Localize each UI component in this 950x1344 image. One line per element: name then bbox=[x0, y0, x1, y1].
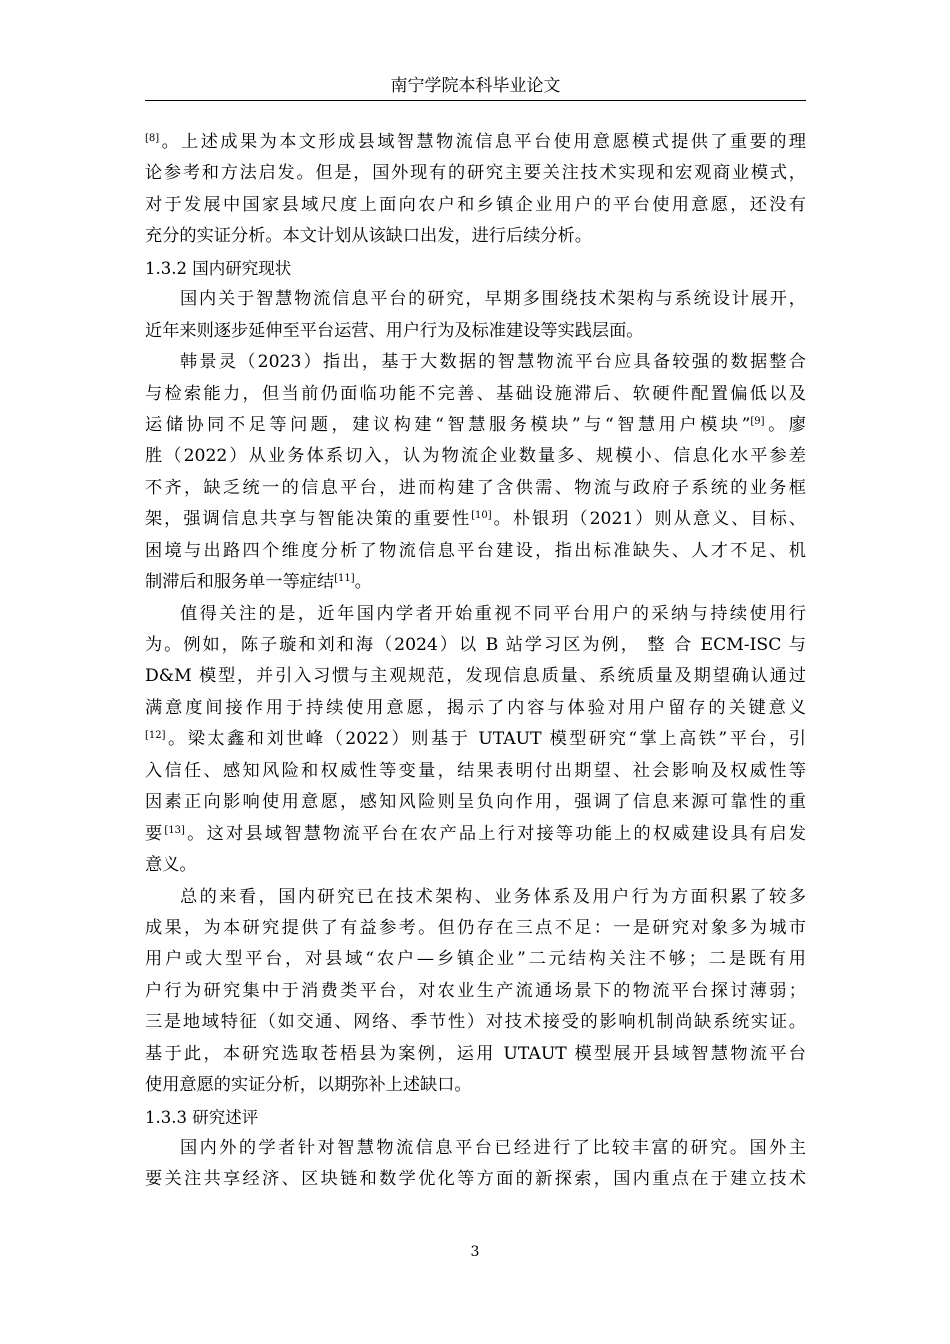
line-text: 论参考和方法启发。但是，国外现有的研究主要关注技术实现和宏观商业模式， bbox=[145, 163, 806, 184]
text-line bbox=[145, 410, 806, 441]
text-line bbox=[145, 1133, 806, 1164]
line-text: 。朴银玥（2021）则从意义、目标、 bbox=[491, 509, 806, 530]
text-line bbox=[145, 190, 806, 221]
text-line bbox=[145, 819, 806, 850]
line-text: 不齐，缺乏统一的信息平台，进而构建了含供需、物流与政府子系统的业务框 bbox=[145, 477, 806, 498]
citation-ref: [9] bbox=[750, 415, 765, 427]
line-text: 使用意愿的实证分析，以期弥补上述缺口。 bbox=[145, 1075, 472, 1096]
text-line bbox=[145, 284, 806, 315]
text-line bbox=[145, 630, 806, 661]
line-text: D&M 模型，并引入习惯与主观规范，发现信息质量、系统质量及期望确认通过 bbox=[145, 666, 806, 687]
text-line bbox=[145, 1039, 806, 1070]
text-line bbox=[145, 944, 806, 975]
text-line bbox=[145, 1007, 806, 1038]
line-text: 要 bbox=[145, 823, 165, 844]
line-text: 。上述成果为本文形成县域智慧物流信息平台使用意愿模式提供了重要的理 bbox=[159, 132, 806, 152]
line-text: 成果，为本研究提供了有益参考。但仍存在三点不足：一是研究对象多为城市 bbox=[145, 917, 806, 938]
text-line bbox=[145, 536, 806, 567]
line-text: 1.3.3 研究述评 bbox=[145, 1107, 259, 1127]
line-text: 国内关于智慧物流信息平台的研究，早期多围绕技术架构与系统设计展开， bbox=[180, 289, 806, 310]
line-text: 运储协同不足等问题，建议构建“智慧服务模块”与“智慧用户模块” bbox=[145, 414, 751, 435]
citation-ref: [13] bbox=[164, 824, 185, 836]
text-line bbox=[145, 787, 806, 818]
text-line bbox=[145, 1070, 806, 1101]
body-text bbox=[145, 127, 806, 1196]
line-text: 值得关注的是，近年国内学者开始重视不同平台用户的采纳与持续使用行 bbox=[180, 603, 806, 624]
citation-ref: [10] bbox=[471, 510, 492, 522]
line-text: 要关注共享经济、区块链和数学优化等方面的新探索，国内重点在于建立技术 bbox=[145, 1169, 806, 1190]
header-rule bbox=[145, 100, 806, 101]
line-text: 与检索能力，但当前仍面临功能不完善、基础设施滞后、软硬件配置偏低以及 bbox=[145, 383, 806, 404]
section-heading bbox=[145, 1102, 806, 1133]
text-line bbox=[145, 882, 806, 913]
line-text: 制滞后和服务单一等症结 bbox=[145, 572, 335, 593]
citation-ref: [11] bbox=[334, 573, 355, 585]
text-line bbox=[145, 221, 806, 252]
line-text: 。梁太鑫和刘世峰（2022）则基于 UTAUT 模型研究“掌上高铁”平台，引 bbox=[165, 729, 806, 750]
text-line bbox=[145, 127, 806, 158]
text-line bbox=[145, 316, 806, 347]
section-heading bbox=[145, 253, 806, 284]
text-line bbox=[145, 913, 806, 944]
line-text: 胜（2022）从业务体系切入，认为物流企业数量多、规模小、信息化水平参差 bbox=[145, 446, 806, 467]
text-line bbox=[145, 724, 806, 755]
line-text: 。廖 bbox=[764, 414, 806, 435]
line-text: 1.3.2 国内研究现状 bbox=[145, 258, 292, 278]
line-text: 满意度间接作用于持续使用意愿，揭示了内容与体验对用户留存的关键意义 bbox=[145, 697, 806, 718]
citation-ref: [8] bbox=[145, 133, 160, 144]
line-text: 意义。 bbox=[145, 855, 197, 876]
text-line bbox=[145, 473, 806, 504]
text-line bbox=[145, 1164, 806, 1195]
line-text: 近年来则逐步延伸至平台运营、用户行为及标准建设等实践层面。 bbox=[145, 320, 644, 341]
text-line bbox=[145, 504, 806, 535]
line-text: 。这对县域智慧物流平台在农产品上行对接等功能上的权威建设具有启发 bbox=[184, 823, 806, 844]
text-line bbox=[145, 599, 806, 630]
text-line bbox=[145, 756, 806, 787]
line-text: 对于发展中国家县域尺度上面向农户和乡镇企业用户的平台使用意愿，还没有 bbox=[145, 194, 806, 215]
line-text: 入信任、感知风险和权威性等变量，结果表明付出期望、社会影响及权威性等 bbox=[145, 760, 806, 781]
line-text: 。 bbox=[354, 572, 372, 593]
line-text: 为。例如，陈子璇和刘和海（2024）以 B 站学习区为例， 整 合 ECM-ISC 与 bbox=[145, 635, 806, 655]
line-text: 总的来看，国内研究已在技术架构、业务体系及用户行为方面积累了较多 bbox=[180, 886, 806, 907]
running-header: 南宁学院本科毕业论文 bbox=[390, 76, 561, 96]
line-text: 困境与出路四个维度分析了物流信息平台建设，指出标准缺失、人才不足、机 bbox=[145, 540, 806, 561]
text-line bbox=[145, 347, 806, 378]
text-line bbox=[145, 661, 806, 692]
text-line bbox=[145, 567, 806, 598]
line-text: 因素正向影响使用意愿，感知风险则呈负向作用，强调了信息来源可靠性的重 bbox=[145, 792, 806, 813]
line-text: 架，强调信息共享与智能决策的重要性 bbox=[145, 509, 472, 530]
text-line bbox=[145, 379, 806, 410]
line-text: 国内外的学者针对智慧物流信息平台已经进行了比较丰富的研究。国外主 bbox=[180, 1138, 806, 1158]
line-text: 户行为研究集中于消费类平台，对农业生产流通场景下的物流平台探讨薄弱； bbox=[145, 980, 806, 1001]
line-text: 韩景灵（2023）指出，基于大数据的智慧物流平台应具备较强的数据整合 bbox=[180, 352, 806, 373]
citation-ref: [12] bbox=[145, 730, 166, 742]
page-number: 3 bbox=[470, 1244, 480, 1260]
line-text: 用户或大型平台，对县域“农户—乡镇企业”二元结构关注不够；二是既有用 bbox=[145, 949, 806, 970]
text-line bbox=[145, 976, 806, 1007]
text-line bbox=[145, 850, 806, 881]
text-line bbox=[145, 158, 806, 189]
line-text: 基于此，本研究选取苍梧县为案例，运用 UTAUT 模型展开县域智慧物流平台 bbox=[145, 1043, 806, 1064]
line-text: 三是地域特征（如交通、网络、季节性）对技术接受的影响机制尚缺系统实证。 bbox=[145, 1012, 806, 1033]
text-line bbox=[145, 441, 806, 472]
line-text: 充分的实证分析。本文计划从该缺口出发，进行后续分析。 bbox=[145, 226, 592, 247]
text-line bbox=[145, 693, 806, 724]
